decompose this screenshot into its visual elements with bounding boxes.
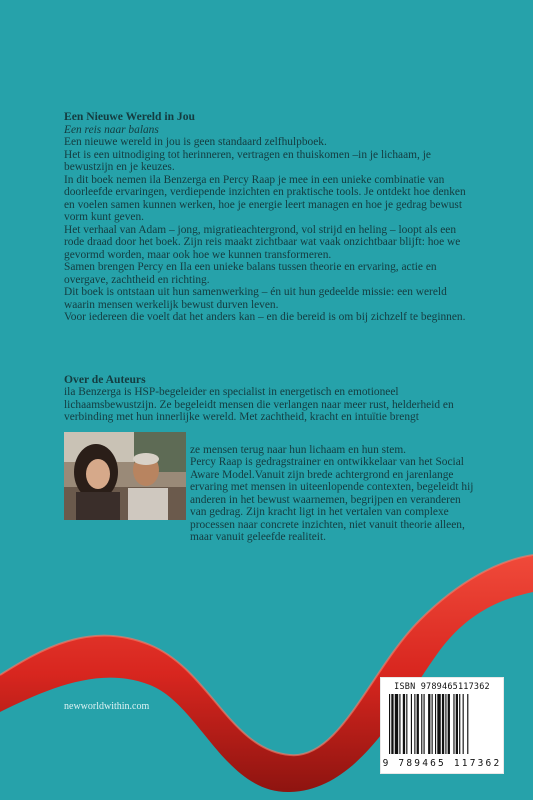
author-bio-ila xyxy=(64,386,474,424)
barcode-bar xyxy=(456,694,458,754)
blurb-paragraph: In dit boek nemen ila Benzerga en Percy Raap je mee in een unieke combinatie van doorleefde ervaringen, verdiepende inzichten en praktische tools. Je ontdekt hoe denken en voelen samen kunnen werken, hoe je energie leert managen en hoe je gedrag bewust vorm kunt geven. xyxy=(64,173,466,223)
barcode-bar xyxy=(448,694,450,754)
barcode-bar xyxy=(391,694,393,754)
author-bio-percy-text: Percy Raap is gedragstrainer en ontwikkelaar van het Social Aware Model.Vanuit zijn brede achtergrond en jarenlange ervaring met mensen in uiteenlopende contexten, begeleidt hij anderen in het bewust waarnemen, begrijpen en veranderen van gedrag. Zijn kracht ligt in het vertalen van complexe processen naar concrete inzichten, niet vanuit theorie alleen, maar vanuit geleefde realiteit. xyxy=(190,456,474,543)
blurb-paragraph: Dit boek is ontstaan uit hun samenwerking – én uit hun gedeelde missie: een wereld waarin mensen werkelijk bewust durven leven. xyxy=(64,286,447,311)
barcode-bar xyxy=(442,694,444,754)
barcode-bar xyxy=(399,694,400,754)
barcode-bar xyxy=(437,694,440,754)
blurb-paragraph: Samen brengen Percy en Ila een unieke balans tussen theorie en ervaring, actie en overgave, zachtheid en richting. xyxy=(64,261,437,286)
author-bio-ila-tail: ze mensen terug naar hun lichaam en hun stem. xyxy=(190,444,407,456)
barcode-bar xyxy=(389,694,390,754)
authors-heading: Over de Auteurs xyxy=(64,373,146,386)
barcode-bar xyxy=(428,694,430,754)
barcode-bar xyxy=(435,694,436,754)
barcode-bar xyxy=(459,694,460,754)
barcode-digits: 9 789465 117362 xyxy=(382,758,502,769)
barcode-bar xyxy=(403,694,405,754)
author-bio-ila-text: ila Benzerga is HSP-begeleider en specialist in energetisch en emotioneel lichaamsbewustzijn. Ze begeleidt mensen die verlangen naar meer rust, helderheid en verbinding met hun innerlijke wereld. Met zachtheid, kracht en intuïtie brengt xyxy=(64,386,454,423)
book-title: Een Nieuwe Wereld in Jou xyxy=(64,110,195,123)
isbn-label: ISBN 9789465117362 xyxy=(394,682,490,692)
barcode-bar xyxy=(395,694,398,754)
barcode-bar xyxy=(406,694,407,754)
barcode-bar xyxy=(414,694,415,754)
barcode-bar xyxy=(453,694,454,754)
blurb-paragraph: Voor iedereen die voelt dat het anders kan – en die bereid is om bij zichzelf te beginnen. xyxy=(64,311,466,323)
barcode-bar xyxy=(432,694,433,754)
barcode-bar xyxy=(411,694,412,754)
isbn-barcode xyxy=(380,677,504,774)
barcode-bar xyxy=(445,694,446,754)
barcode-bar xyxy=(417,694,419,754)
barcode-bar xyxy=(463,694,464,754)
website-url: newworldwithin.com xyxy=(64,701,150,712)
barcode-bars xyxy=(387,694,497,756)
blurb-paragraph: Een nieuwe wereld in jou is geen standaard zelfhulpboek. xyxy=(64,136,327,148)
blurb-paragraph: Het verhaal van Adam – jong, migratieachtergrond, vol strijd en heling – loopt als een rode draad door het boek. Zijn reis maakt zichtbaar wat vaak onzichtbaar blijft: hoe we gevormd worden, maar ook hoe we kunnen transformeren. xyxy=(64,223,461,261)
book-blurb xyxy=(64,111,474,324)
barcode-bar xyxy=(467,694,468,754)
barcode-bar xyxy=(421,694,422,754)
blurb-paragraph: Het is een uitnodiging tot herinneren, vertragen en thuiskomen –in je lichaam, je bewustzijn en je keuzes. xyxy=(64,148,431,173)
book-subtitle: Een reis naar balans xyxy=(64,123,159,136)
barcode-bar xyxy=(424,694,425,754)
